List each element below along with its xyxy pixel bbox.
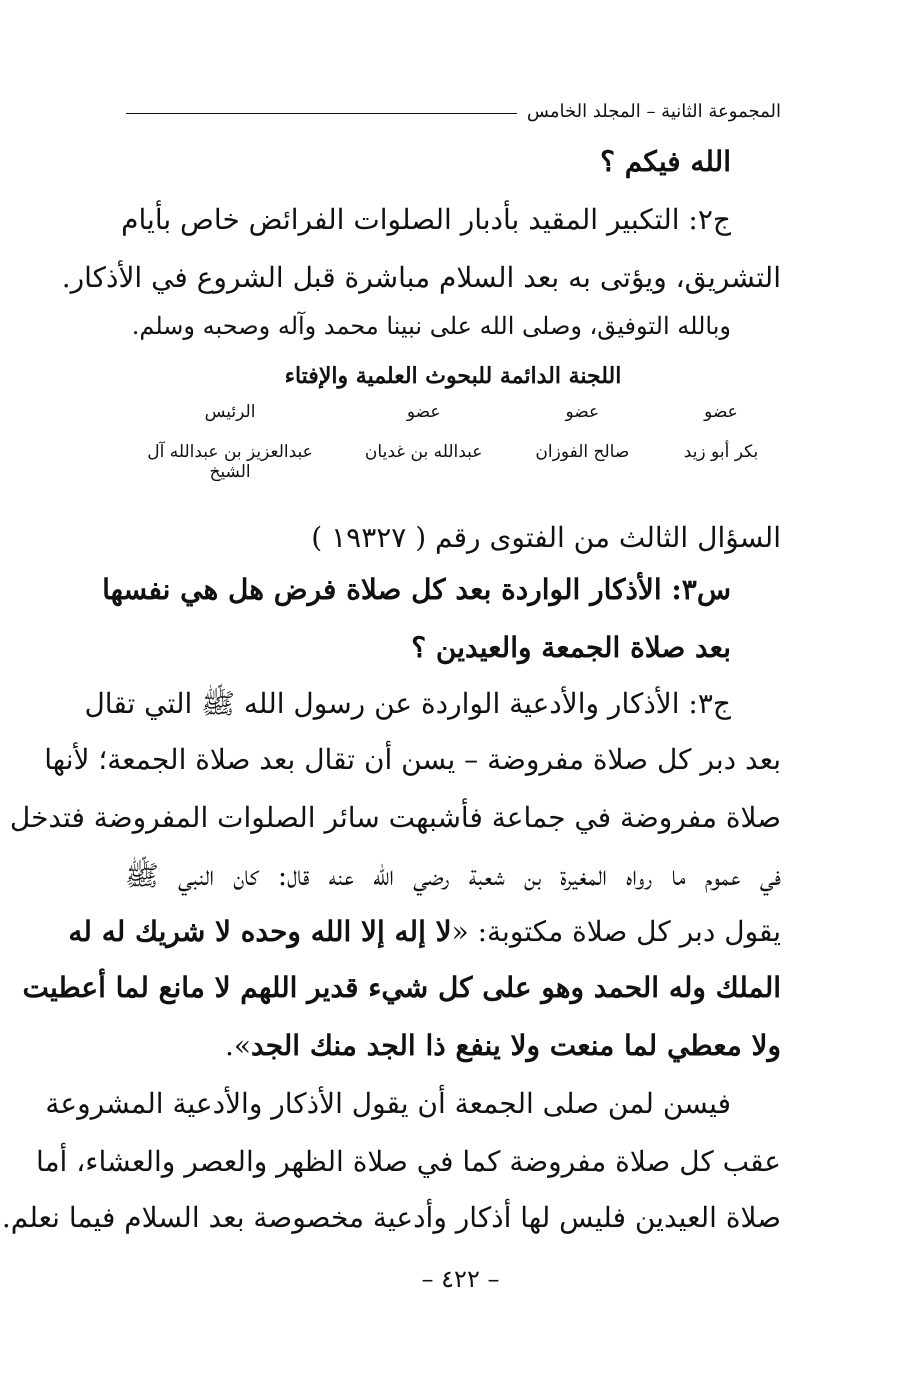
signature-name: صالح الفوزان [535,442,630,462]
committee-name: اللجنة الدائمة للبحوث العلمية والإفتاء [284,363,622,389]
text-line: الله فيكم ؟ [600,145,731,178]
header-rule [126,113,517,114]
signature-title: عضو [704,402,738,422]
page-number: – ٤٢٢ – [421,1265,500,1293]
question-intro: السؤال الثالث من الفتوى رقم ( ١٩٣٢٧ ) [311,521,781,554]
answer-line: ج٣: الأذكار والأدعية الواردة عن رسول الله ﷺ التي تقال [84,687,731,720]
signature-name: عبدالعزيز بن عبدالله آل الشيخ [147,442,313,482]
answer-line: في عموم ما رواه المغيرة بن شعبة رضي الله عنه قال: كان النبي ﷺ [125,859,781,892]
hadith-text: لا إله إلا الله وحده لا شريك له له [68,915,452,948]
text-line: فيسن لمن صلى الجمعة أن يقول الأذكار والأدعية المشروعة [45,1087,731,1120]
answer-line [68,912,781,952]
text-line: ج٢: التكبير المقيد بأدبار الصلوات الفرائض خاص بأيام [121,203,731,236]
text-line: عقب كل صلاة مفروضة كما في صلاة الظهر والعصر والعشاء، أما [36,1145,781,1178]
answer-line: صلاة مفروضة في جماعة فأشبهت سائر الصلوات المفروضة فتدخل [9,801,781,834]
running-header [126,96,781,126]
header-title: المجموعة الثانية – المجلد الخامس [526,100,781,122]
text-line: التشريق، ويؤتى به بعد السلام مباشرة قبل الشروع في الأذكار. [61,261,781,294]
question-line: س٣: الأذكار الواردة بعد كل صلاة فرض هل هي نفسها [102,573,731,606]
question-line: بعد صلاة الجمعة والعيدين ؟ [411,631,731,664]
hadith-close: ». [224,1029,251,1062]
signature-title: عضو [565,402,600,422]
answer-text-plain: يقول دبر كل صلاة مكتوبة: « [451,915,781,948]
signature-title: الرئيس [204,402,256,422]
answer-line [225,1026,781,1066]
signature-titles [125,402,781,422]
hadith-line: الملك وله الحمد وهو على كل شيء قدير اللهم لا مانع لما أعطيت [22,971,781,1004]
signature-name: عبدالله بن غديان [364,442,483,462]
answer-line: بعد دبر كل صلاة مفروضة – يسن أن تقال بعد صلاة الجمعة؛ لأنها [44,743,781,776]
text-line: صلاة العيدين فليس لها أذكار وأدعية مخصوصة بعد السلام فيما نعلم. [1,1201,781,1234]
signature-names [125,442,781,482]
text-line: وبالله التوفيق، وصلى الله على نبينا محمد وآله وصحبه وسلم. [131,312,731,340]
signature-name: بكر أبو زيد [683,442,759,462]
hadith-text: ولا معطي لما منعت ولا ينفع ذا الجد منك الجد [251,1029,781,1062]
signature-title: عضو [406,402,441,422]
